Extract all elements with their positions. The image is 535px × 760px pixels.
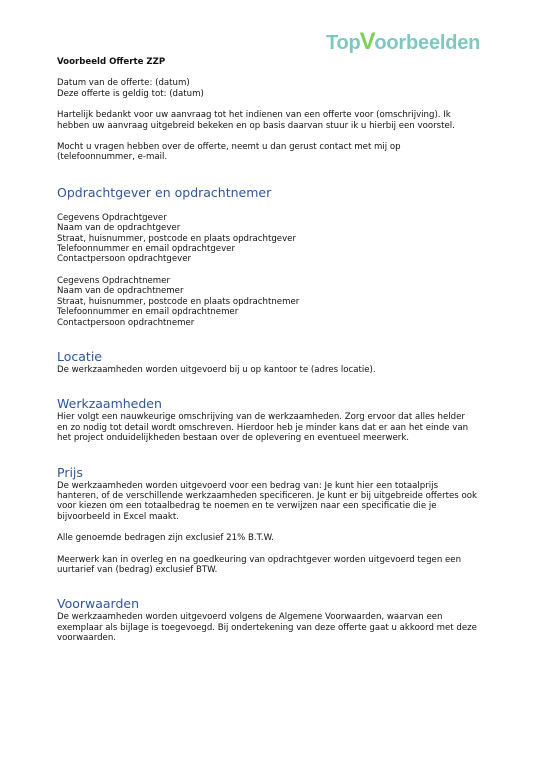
- client-line: Naam van de opdrachtgever: [57, 223, 181, 234]
- client-details: [57, 213, 477, 265]
- logo-part-v: V: [359, 28, 376, 55]
- contractor-line: Naam van de opdrachtnemer: [57, 286, 184, 297]
- work-heading: Werkzaamheden: [57, 396, 162, 412]
- client-line: Contactpersoon opdrachtgever: [57, 254, 192, 265]
- price-text: De werkzaamheden worden uitgevoerd voor een bedrag van: Je kunt hier een totaalprijs hanteren, of de verschillende werkzaamheden specificeren. Je kunt er bij uitgebreide offertes ook voor kiezen om een totaalbedrag te noemen en te verwijzen naar een specificatie die je bijvoorbeeld in Excel maakt.: [57, 480, 477, 522]
- client-line: Straat, huisnummer, postcode en plaats opdrachtgever: [57, 233, 296, 244]
- contact-paragraph: Mocht u vragen hebben over de offerte, neemt u dan gerust contact met mij op (telefoonnummer, e-mail.: [57, 142, 401, 163]
- location-text: De werkzaamheden worden uitgevoerd bij u op kantoor te (adres locatie).: [57, 364, 376, 375]
- client-line: Cegevens Opdrachtgever: [57, 212, 167, 223]
- extra-work-text: Meerwerk kan in overleg en na goedkeuring van opdrachtgever worden uitgevoerd tegen een uurtarief van (bedrag) exclusief BTW.: [57, 554, 462, 575]
- document-title: Voorbeeld Offerte ZZP: [57, 57, 166, 67]
- intro-paragraph: Hartelijk bedankt voor uw aanvraag tot het indienen van een offerte voor (omschrijving). Ik hebben uw aanvraag uitgebreid bekeken en op basis daarvan stuur ik u hierbij een voorstel.: [57, 110, 455, 131]
- location-heading: Locatie: [57, 348, 102, 364]
- price-heading: Prijs: [57, 464, 83, 480]
- contractor-line: Straat, huisnummer, postcode en plaats opdrachtnemer: [57, 296, 300, 307]
- terms-text: De werkzaamheden worden uitgevoerd volgens de Algemene Voorwaarden, waarvan een exemplaar als bijlage is toegevoegd. Bij ondertekening van deze offerte gaat u akkoord met deze voorwaarden.: [57, 612, 477, 644]
- work-text: Hier volgt een nauwkeurige omschrijving van de werkzaamheden. Zorg ervoor dat alles helder en zo nodig tot detail wordt omschreven. Hierdoor heb je minder kans dat er aan het einde van het project onduidelijkheden bestaan over de oplevering en eventueel meerwerk.: [57, 412, 469, 444]
- terms-heading: Voorwaarden: [57, 596, 140, 612]
- contractor-line: Cegevens Opdrachtnemer: [57, 275, 170, 286]
- contractor-details: [57, 276, 477, 328]
- topvoorbeelden-logo: [326, 28, 480, 56]
- parties-heading: Opdrachtgever en opdrachtnemer: [57, 184, 272, 200]
- client-line: Telefoonnummer en email opdrachtgever: [57, 244, 235, 255]
- offer-valid-until: Deze offerte is geldig tot: (datum): [57, 88, 204, 99]
- document-body: [57, 57, 477, 644]
- contractor-line: Contactpersoon opdrachtnemer: [57, 317, 195, 328]
- vat-note: Alle genoemde bedragen zijn exclusief 21% B.T.W.: [57, 533, 274, 544]
- logo-part-top: Top: [326, 32, 361, 54]
- logo-part-rest: oorbeelden: [374, 32, 481, 54]
- contractor-line: Telefoonnummer en email opdrachtnemer: [57, 307, 239, 318]
- offer-date: Datum van de offerte: (datum): [57, 78, 190, 89]
